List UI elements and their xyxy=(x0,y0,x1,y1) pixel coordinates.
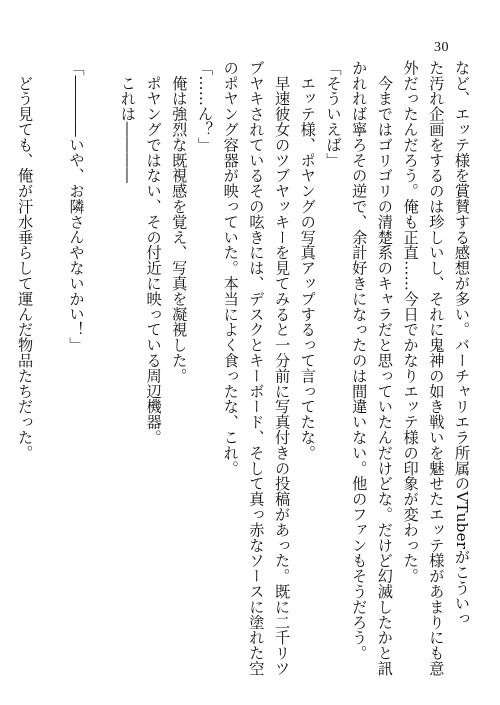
text-line: のポヤング容器が映っていた。本当によく食ったな、これ。 xyxy=(221,60,240,476)
text-line: エッテ様、ポヤングの写真アップするって言ってたな。 xyxy=(298,60,317,461)
text-line: 「そういえば」 xyxy=(324,60,343,168)
text-line: これは―――― xyxy=(118,60,137,184)
text-line: かれれば寧ろその逆で、余計好きになったのは間違いない。他のファンもそうだろう。 xyxy=(350,60,369,661)
text-line: どう見ても、俺が汗水垂らして運んだ物品たちだった。 xyxy=(16,60,35,461)
novel-body-text xyxy=(16,60,474,680)
text-line: 今まではゴリゴリの清楚系のキャラだと思っていたんだけどな。だけど幻滅したかと訊 xyxy=(375,60,394,676)
text-line: 外だったんだろう。俺も正直……今日でかなりエッテ様の印象が変わった。 xyxy=(401,60,420,584)
text-line: 俺は強烈な既視感を覚え、写真を凝視した。 xyxy=(170,60,189,384)
page-number: 30 xyxy=(434,40,449,55)
blank-line xyxy=(88,60,114,680)
text-line: など、エッテ様を賞賛する感想が多い。バーチャリエラ所属のVTuberがこういっ xyxy=(453,60,471,627)
text-line: ポヤングではない、その付近に映っている周辺機器。 xyxy=(144,60,163,445)
text-line: 早速彼女のツブヤッキーを見てみると一分前に写真付きの投稿があった。既に二千リツ xyxy=(273,60,292,676)
text-line: た汚れ企画をするのは珍しいし、それに鬼神の如き戦いを魅せたエッテ様があまりにも意 xyxy=(427,60,446,676)
text-line: 「……ん？」 xyxy=(195,60,214,153)
text-line: ブヤキされているその呟きには、デスクとキーボード、そして真っ赤なソースに塗れた空 xyxy=(247,60,266,676)
blank-line xyxy=(37,60,63,680)
text-line: 「――――いや、お隣さんやないかい！」 xyxy=(67,60,86,353)
